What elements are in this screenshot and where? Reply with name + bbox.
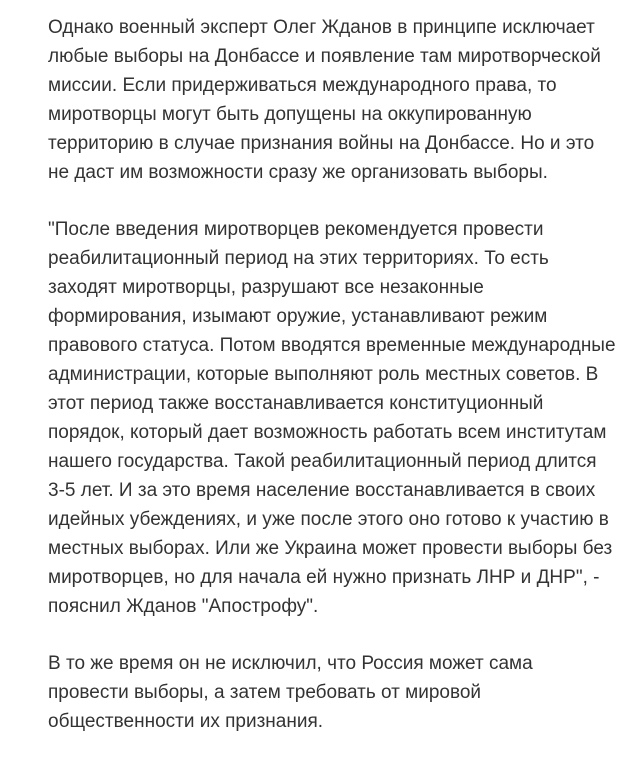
text-line: порядок, который дает возможность работать всем институтам	[48, 422, 607, 443]
text-line: заходят миротворцы, разрушают все незаконные	[48, 277, 484, 298]
article-body	[48, 13, 616, 764]
text-line: пояснил Жданов "Апострофу".	[48, 596, 319, 617]
text-line: идейных убеждениях, и уже после этого оно готово к участию в	[48, 509, 609, 530]
text-line: В то же время он не исключил, что Россия может сама	[48, 653, 533, 674]
text-line: Однако военный эксперт Олег Жданов в принципе исключает	[48, 17, 595, 38]
text-line: не даст им возможности сразу же организовать выборы.	[48, 162, 548, 183]
paragraph-quote	[48, 215, 616, 621]
text-line: этот период также восстанавливается конституционный	[48, 393, 544, 414]
text-line: миротворцы могут быть допущены на оккупированную	[48, 104, 532, 125]
text-line: реабилитационный период на этих территориях. То есть	[48, 248, 549, 269]
text-line: формирования, изымают оружие, устанавливают режим	[48, 306, 548, 327]
text-line: миссии. Если придерживаться международного права, то	[48, 75, 557, 96]
text-line: правового статуса. Потом вводятся временные международные	[48, 335, 616, 356]
paragraph-russia-elections	[48, 649, 608, 736]
text-line: провести выборы, а затем требовать от мировой	[48, 682, 482, 703]
text-line: любые выборы на Донбассе и появление там миротворческой	[48, 46, 601, 67]
text-line: администрации, которые выполняют роль местных советов. В	[48, 364, 599, 385]
text-line: нашего государства. Такой реабилитационный период длится	[48, 451, 597, 472]
text-line: 3-5 лет. И за это время население восстанавливается в своих	[48, 480, 596, 501]
paragraph-expert-opinion	[48, 13, 608, 187]
text-line: территорию в случае признания войны на Донбассе. Но и это	[48, 133, 595, 154]
text-line: местных выборах. Или же Украина может провести выборы без	[48, 538, 613, 559]
text-line: миротворцев, но для начала ей нужно признать ЛНР и ДНР", -	[48, 567, 600, 588]
text-line: "После введения миротворцев рекомендуется провести	[48, 219, 544, 240]
text-line: общественности их признания.	[48, 711, 324, 732]
